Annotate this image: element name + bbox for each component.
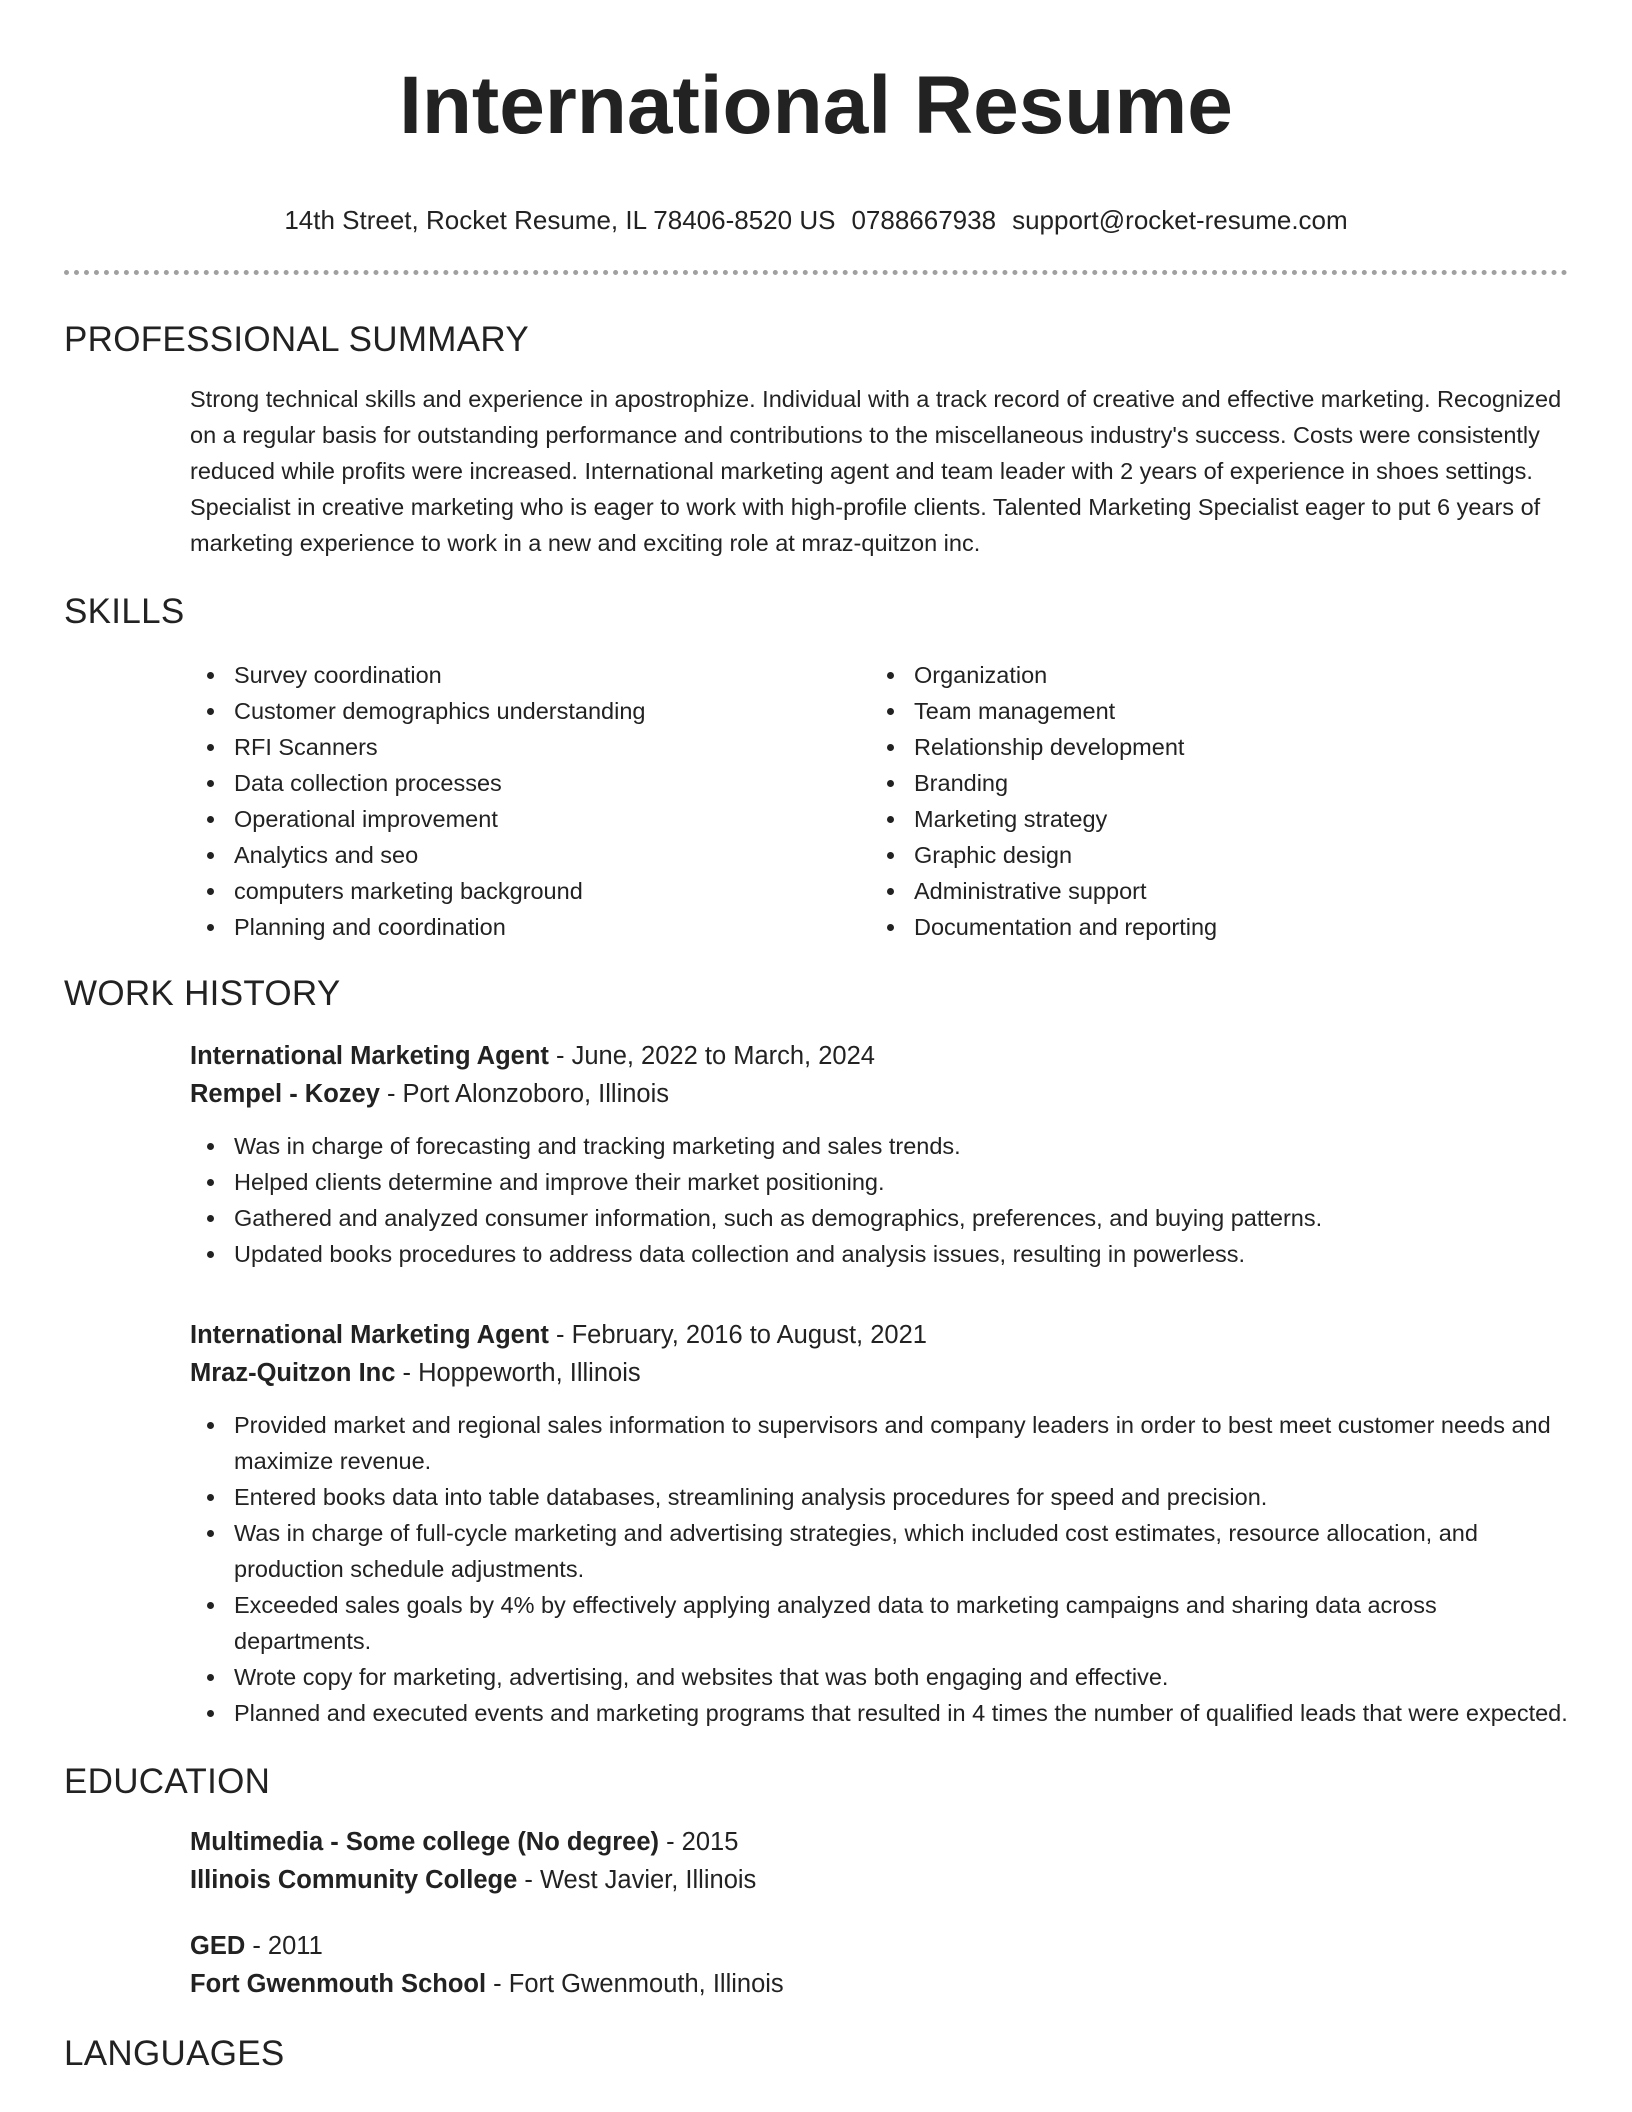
education-school-line xyxy=(190,1965,1568,2003)
job-location: - Hoppeworth, Illinois xyxy=(395,1359,641,1387)
job-bullet: Helped clients determine and improve their market positioning. xyxy=(234,1164,1568,1200)
skill-item: RFI Scanners xyxy=(234,729,870,765)
skill-item: Customer demographics understanding xyxy=(234,693,870,729)
contact-phone: 0788667938 xyxy=(851,205,997,235)
job-bullet: Wrote copy for marketing, advertising, and websites that was both engaging and effective. xyxy=(234,1659,1568,1695)
job-bullet: Planned and executed events and marketing programs that resulted in 4 times the number of qualified leads that were expected. xyxy=(234,1695,1568,1731)
section-title-skills: SKILLS xyxy=(64,592,185,631)
job-bullet: Provided market and regional sales information to supervisors and company leaders in order to best meet customer needs and maximize revenue. xyxy=(234,1407,1568,1479)
contact-line xyxy=(64,204,1568,236)
education-year: - 2011 xyxy=(245,1932,323,1960)
skills-list-left xyxy=(190,657,870,945)
education-degree-line xyxy=(190,1823,1568,1861)
job-company-line xyxy=(190,1354,1568,1392)
skill-item: computers marketing background xyxy=(234,873,870,909)
skill-item: Data collection processes xyxy=(234,765,870,801)
education-school: Fort Gwenmouth School xyxy=(190,1970,487,1998)
skill-item: Graphic design xyxy=(914,837,1568,873)
education-location: - West Javier, Illinois xyxy=(517,1866,757,1894)
summary-text: Strong technical skills and experience in apostrophize. Individual with a track record of creative and effective marketing. Recognized on a regular basis for outstanding performance and contributions to the miscellaneous industry's success. Costs were consistently reduced while profits were increased. International marketing agent and team leader with 2 years of experience in shoes settings. Specialist in creative marketing who is eager to work with high-profile clients. Talented Marketing Specialist eager to put 6 years of marketing experience to work in a new and exciting role at mraz-quitzon inc. xyxy=(190,386,1562,556)
education-school-line xyxy=(190,1861,1568,1899)
job-company-line xyxy=(190,1075,1568,1113)
section-title-work-history: WORK HISTORY xyxy=(64,974,341,1013)
skill-item: Administrative support xyxy=(914,873,1568,909)
header-divider xyxy=(64,270,1568,275)
skill-item: Operational improvement xyxy=(234,801,870,837)
job-position: International Marketing Agent xyxy=(190,1042,549,1070)
job-bullet: Gathered and analyzed consumer information, such as demographics, preferences, and buying patterns. xyxy=(234,1200,1568,1236)
skills-list-right xyxy=(870,657,1568,945)
job-location: - Port Alonzoboro, Illinois xyxy=(379,1080,670,1108)
skill-item: Documentation and reporting xyxy=(914,909,1568,945)
education-school: Illinois Community College xyxy=(190,1866,518,1894)
job-bullet: Was in charge of forecasting and tracking marketing and sales trends. xyxy=(234,1128,1568,1164)
education-entry xyxy=(190,1927,1568,2003)
education-entry xyxy=(190,1823,1568,1899)
job-company: Mraz-Quitzon Inc xyxy=(190,1359,396,1387)
job-bullets xyxy=(190,1407,1568,1731)
education-location: - Fort Gwenmouth, Illinois xyxy=(486,1970,784,1998)
job-position: International Marketing Agent xyxy=(190,1321,549,1349)
skill-item: Marketing strategy xyxy=(914,801,1568,837)
job-entry xyxy=(190,1037,1568,1272)
skill-item: Organization xyxy=(914,657,1568,693)
skill-item: Analytics and seo xyxy=(234,837,870,873)
resume-name: International Resume xyxy=(399,60,1233,151)
job-entry xyxy=(190,1316,1568,1731)
skill-item: Branding xyxy=(914,765,1568,801)
section-title-education: EDUCATION xyxy=(64,1762,271,1801)
job-bullet: Updated books procedures to address data collection and analysis issues, resulting in powerless. xyxy=(234,1236,1568,1272)
skill-item: Planning and coordination xyxy=(234,909,870,945)
skill-item: Relationship development xyxy=(914,729,1568,765)
job-bullet: Was in charge of full-cycle marketing and advertising strategies, which included cost estimates, resource allocation, and production schedule adjustments. xyxy=(234,1515,1568,1587)
education-year: - 2015 xyxy=(659,1828,739,1856)
job-bullet: Entered books data into table databases, streamlining analysis procedures for speed and precision. xyxy=(234,1479,1568,1515)
job-bullet: Exceeded sales goals by 4% by effectively applying analyzed data to marketing campaigns and sharing data across departments. xyxy=(234,1587,1568,1659)
job-title-line xyxy=(190,1316,1568,1354)
job-title-line xyxy=(190,1037,1568,1075)
contact-address: 14th Street, Rocket Resume, IL 78406-8520 US xyxy=(284,205,836,235)
contact-email: support@rocket-resume.com xyxy=(1012,205,1348,235)
job-dates: - February, 2016 to August, 2021 xyxy=(548,1321,927,1349)
skill-item: Survey coordination xyxy=(234,657,870,693)
job-dates: - June, 2022 to March, 2024 xyxy=(548,1042,875,1070)
skill-item: Team management xyxy=(914,693,1568,729)
section-title-languages: LANGUAGES xyxy=(64,2034,285,2073)
job-bullets xyxy=(190,1128,1568,1272)
education-degree: GED xyxy=(190,1932,246,1960)
education-degree: Multimedia - Some college (No degree) xyxy=(190,1828,659,1856)
skills-grid xyxy=(190,657,1568,945)
section-title-professional-summary: PROFESSIONAL SUMMARY xyxy=(64,320,529,359)
education-degree-line xyxy=(190,1927,1568,1965)
job-company: Rempel - Kozey xyxy=(190,1080,380,1108)
